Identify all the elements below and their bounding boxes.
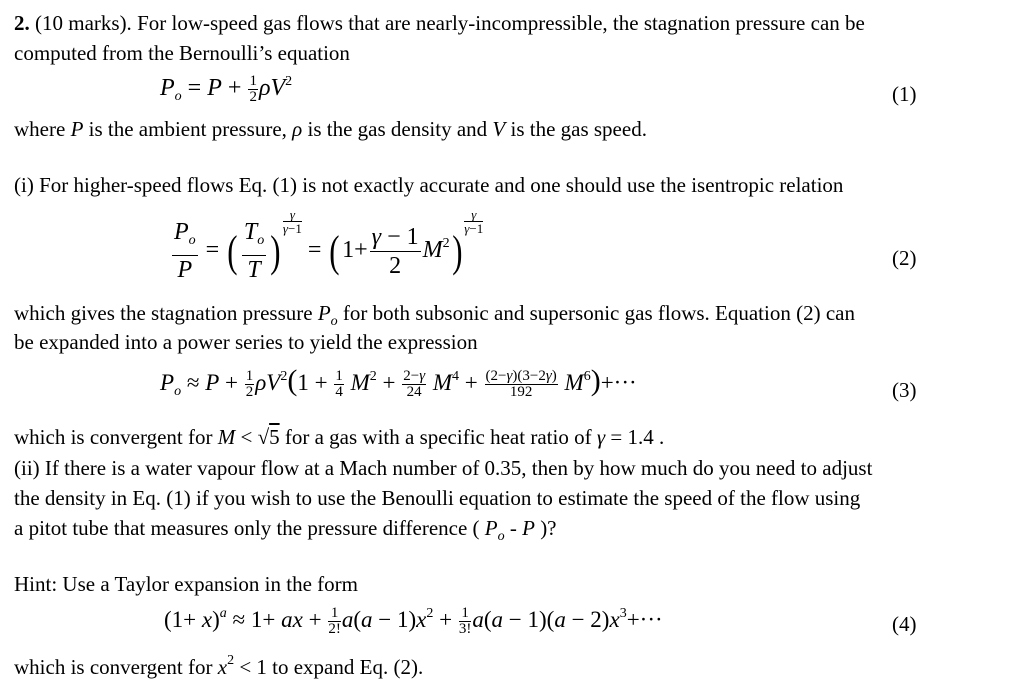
intro-text-2: computed from the Bernoulli’s equation [14, 41, 350, 65]
part-ii-line-3: a pitot tube that measures only the pressure difference ( $P_o$ - P )? [14, 516, 557, 544]
equation-4-number: (4) [892, 612, 917, 636]
hint-end-line: which is convergent for $x^2 < 1$ to expand Eq. (2). [14, 653, 424, 679]
intro-text-1: For low-speed gas flows that are nearly-incompressible, the stagnation pressure can be [137, 11, 865, 35]
equation-2: $\frac{P_o}{P}$ = ( $\frac{T_o}{T}$ ) $\frac{\gamma}{\gamma-1} = (1+$ $\frac{\gamma - 1}{2}$ $M^2$) $\frac{\gamma}{\gamma-1}$ [174, 207, 484, 284]
equation-1: $P_o = P$ + $\frac{1}{2}$ $\rho V^2$ [160, 73, 293, 105]
hint-text: Hint: Use a Taylor expansion in the form [14, 572, 358, 596]
part-i-text: (i) For higher-speed flows Eq. (1) is not exactly accurate and one should use the isentropic relation [14, 173, 844, 197]
where-line: where P is the ambient pressure, ρ is the gas density and V is the gas speed. [14, 117, 647, 141]
equation-4: $(1+ x)^a \approx 1+$ ax + $\frac{1}{2!}$ $a(a - 1)x^2$ + $\frac{1}{3!}$ $a(a - 1)(a - 2)x^3+\cdot\cdot\cdot$ [164, 605, 663, 638]
equation-2-number: (2) [892, 246, 917, 270]
part-ii-line-1: (ii) If there is a water vapour flow at a Mach number of 0.35, then by how much do you need to adjust [14, 456, 873, 480]
equation-3: $P_o \approx P$ + $\frac{1}{2}$ $\rho V^2(1$ + $\frac{1}{4}$ $M^2$ + $\frac{2-\gamma}{24}$ $M^4$ + $\frac{(2-\gamma)(3-2\gamma)}{192}$ $M^6)+\cdot\cdot\cdot$ [160, 364, 637, 401]
equation-1-number: (1) [892, 82, 917, 106]
convergent-line: which is convergent for M < √5 for a gas with a specific heat ratio of γ = 1.4 . [14, 425, 665, 449]
question-header [14, 10, 865, 36]
question-marks: (10 marks). [35, 11, 132, 35]
part-ii-line-2: the density in Eq. (1) if you wish to use the Benoulli equation to estimate the speed of the flow using [14, 486, 861, 510]
equation-3-number: (3) [892, 378, 917, 402]
question-number: 2. [14, 11, 30, 35]
gives-line-1: which gives the stagnation pressure $P_o$ for both subsonic and supersonic gas flows. Equation (2) can [14, 301, 855, 329]
gives-line-2: be expanded into a power series to yield the expression [14, 330, 478, 354]
